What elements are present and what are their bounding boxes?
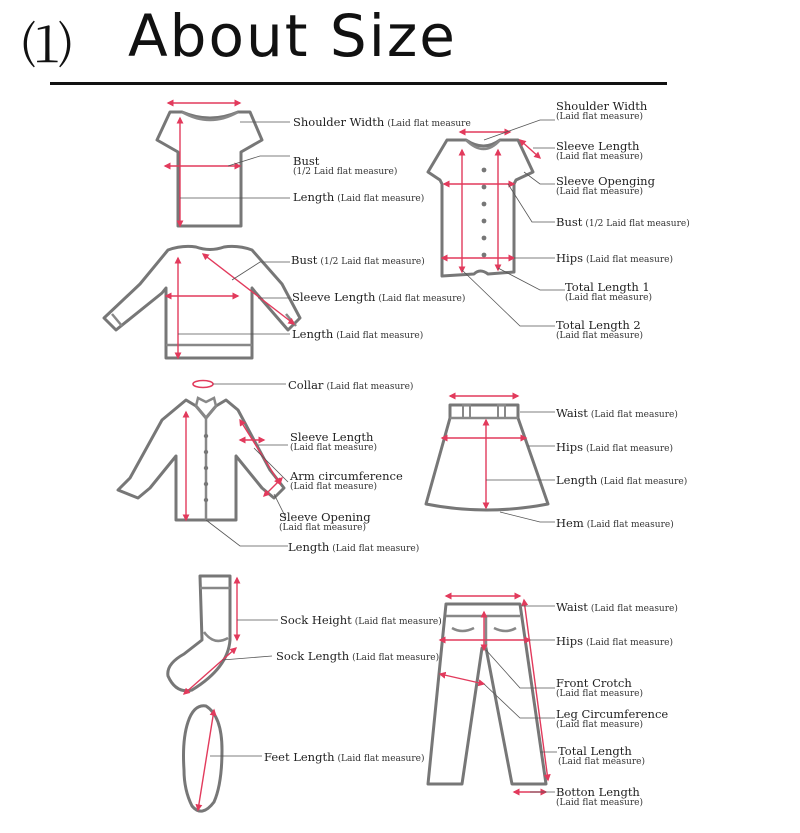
section-number: ⑴ bbox=[22, 17, 72, 75]
tshirt-icon bbox=[157, 112, 262, 226]
sweater-icon bbox=[104, 246, 300, 358]
label-romper-shoulder-width: Shoulder Width (Laid flat measure) bbox=[556, 99, 648, 122]
label-tshirt-length: Length (Laid flat measure) bbox=[293, 190, 425, 204]
skirt-icon bbox=[426, 405, 548, 510]
label-sweater-sleeve-length: Sleeve Length (Laid flat measure) bbox=[292, 290, 466, 304]
label-shirt-sleeve-length: Sleeve Length (Laid flat measure) bbox=[290, 430, 377, 453]
label-pants-hips: Hips (Laid flat measure) bbox=[556, 634, 673, 648]
label-shirt-collar: Collar (Laid flat measure) bbox=[288, 378, 414, 392]
label-shirt-sleeve-opening: Sleeve Opening (Laid flat measure) bbox=[279, 510, 371, 533]
label-shirt-length: Length (Laid flat measure) bbox=[288, 540, 420, 554]
label-romper-sleeve-opening: Sleeve Openging (Laid flat measure) bbox=[556, 174, 655, 197]
label-skirt-hips: Hips (Laid flat measure) bbox=[556, 440, 673, 454]
label-pants-waist: Waist (Laid flat measure) bbox=[556, 600, 678, 614]
label-romper-total-length-1: Total Length 1 (Laid flat measure) bbox=[565, 280, 652, 303]
label-pants-front-crotch: Front Crotch (Laid flat measure) bbox=[556, 676, 643, 699]
label-pants-bottom-length: Botton Length (Laid flat measure) bbox=[556, 785, 643, 808]
label-romper-sleeve-length: Sleeve Length (Laid flat measure) bbox=[556, 139, 643, 162]
romper-icon bbox=[428, 140, 533, 276]
label-tshirt-shoulder-width: Shoulder Width (Laid flat measure bbox=[293, 115, 471, 129]
label-feet-length: Feet Length (Laid flat measure) bbox=[264, 750, 425, 764]
label-sweater-bust: Bust (1/2 Laid flat measure) bbox=[291, 253, 425, 267]
label-skirt-waist: Waist (Laid flat measure) bbox=[556, 406, 678, 420]
label-romper-hips: Hips (Laid flat measure) bbox=[556, 251, 673, 265]
label-pants-leg-circumference: Leg Circumference (Laid flat measure) bbox=[556, 707, 669, 730]
insole-icon bbox=[184, 706, 223, 811]
label-tshirt-bust: Bust (1/2 Laid flat measure) bbox=[293, 154, 398, 177]
page-title: About Size bbox=[128, 2, 457, 70]
label-sock-length: Sock Length (Laid flat measure) bbox=[276, 649, 440, 663]
label-romper-bust: Bust (1/2 Laid flat measure) bbox=[556, 215, 690, 229]
label-skirt-hem: Hem (Laid flat measure) bbox=[556, 516, 674, 530]
label-shirt-arm-circumference: Arm circumference (Laid flat measure) bbox=[290, 469, 403, 492]
label-romper-total-length-2: Total Length 2 (Laid flat measure) bbox=[556, 318, 643, 341]
label-skirt-length: Length (Laid flat measure) bbox=[556, 473, 688, 487]
label-sock-height: Sock Height (Laid flat measure) bbox=[280, 613, 442, 627]
sock-icon bbox=[168, 576, 230, 691]
label-pants-total-length: Total Length (Laid flat measure) bbox=[558, 744, 645, 767]
label-sweater-length: Length (Laid flat measure) bbox=[292, 327, 424, 341]
